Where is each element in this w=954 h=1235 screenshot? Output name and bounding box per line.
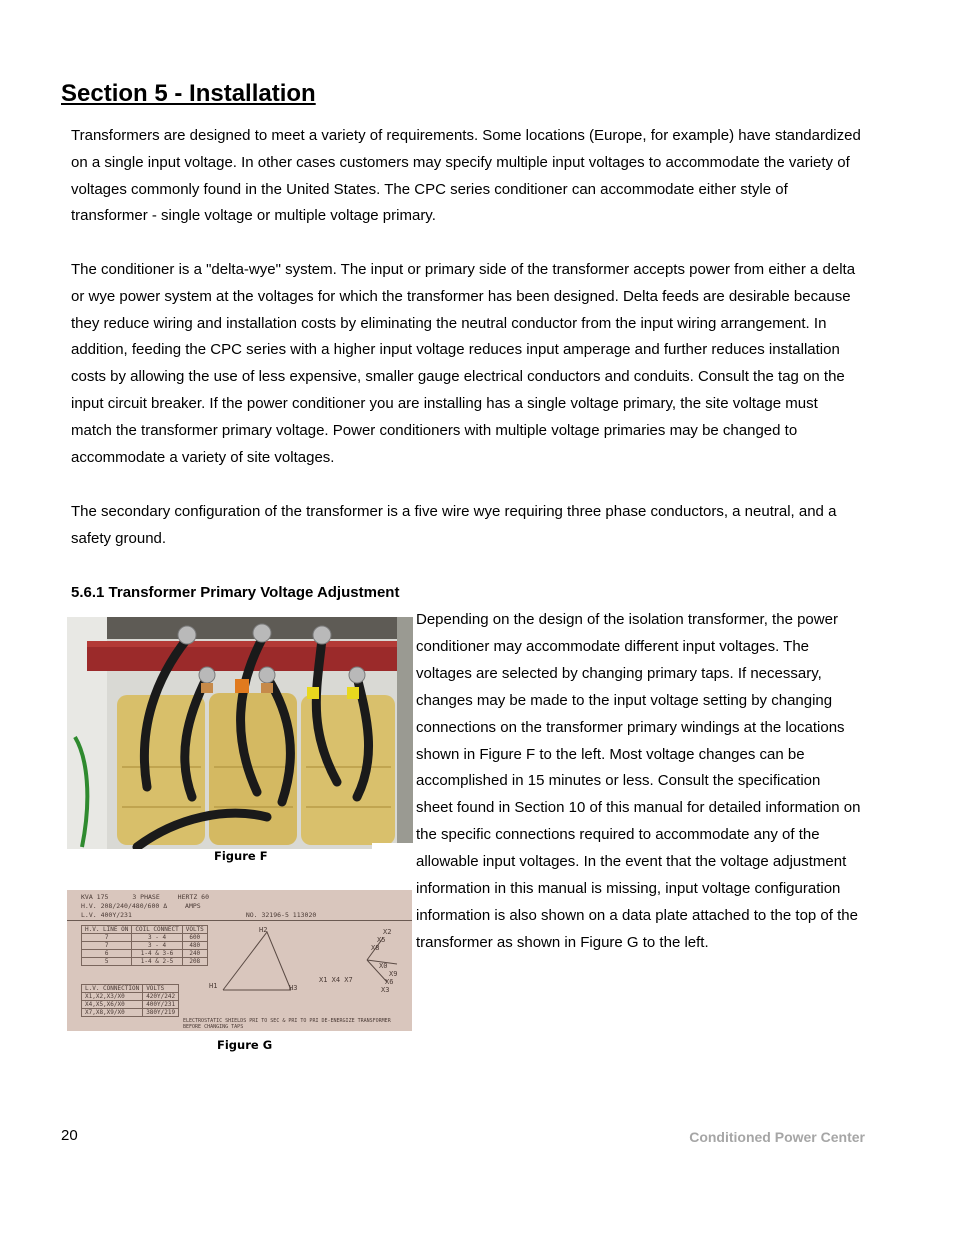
table-row: 7 3 - 4 600 xyxy=(82,934,208,942)
terminal-x9-label: X9 xyxy=(389,970,398,978)
lv-connection-table: L.V. CONNECTION VOLTS X1,X2,X3/X0 420Y/242 X4,X5,X6/X0 400Y/231 X7,X8,X9/X0 380Y/219 xyxy=(81,984,179,1017)
plate-divider xyxy=(67,920,412,921)
intro-paragraph: Transformers are designed to meet a variety of requirements. Some locations (Europe, for example) have standardized on a single input voltage. In other cases customers may specify multiple input voltages to accommodate the variety of voltages commonly found in the United States. The CPC series conditioner can accommodate either style of transformer - single voltage or multiple voltage primary. xyxy=(71,127,861,225)
figure-g-data-plate xyxy=(67,890,412,1031)
hv-tap-table: H.V. LINE ON COIL CONNECT VOLTS 7 3 - 4 600 7 3 - 4 480 6 1-4 & 3-6 240 5 1-4 & 2-5 208 xyxy=(81,925,208,966)
terminal-x3-label: X3 xyxy=(381,986,390,994)
transformer-photo-illustration xyxy=(67,617,413,849)
terminal-x2-label: X2 xyxy=(383,928,392,936)
table-row: X4,X5,X6/X0 400Y/231 xyxy=(82,1001,179,1009)
table-row: X7,X8,X9/X0 380Y/219 xyxy=(82,1009,179,1017)
plate-warning-text: ELECTROSTATIC SHIELDS PRI TO SEC & PRI TO PRI DE-ENERGIZE TRANSFORMER BEFORE CHANGING TAPS xyxy=(183,1018,391,1030)
page-number: 20 xyxy=(61,1127,78,1144)
terminal-x8-label: X8 xyxy=(371,944,380,952)
figure-g-caption: Figure G xyxy=(217,1038,273,1052)
delta-wye-paragraph: The conditioner is a "delta-wye" system. The input or primary side of the transformer accepts power from either a delta or wye power system at the voltages for which the transformer has been designed. Delta feeds are desirable because they reduce wiring and installation costs by eliminating the neutral conductor from the input wiring arrangement. In addition, feeding the CPC series with a higher input voltage reduces input amperage and further reduces installation costs by allowing the use of less expensive, smaller gauge electrical conductors and conduits. Consult the tag on the input circuit breaker. If the power conditioner you are installing has a single voltage primary, the site voltage must match the transformer primary voltage. Power conditioners with multiple voltage primaries may be changed to accommodate a variety of site voltages. xyxy=(71,261,856,466)
plate-lv-row: L.V. 400Y/231 NO. 32196-5 113020 xyxy=(81,911,317,919)
table-row: 7 3 - 4 480 xyxy=(82,942,208,950)
wiring-diagram-illustration xyxy=(207,924,407,1008)
table-row: X1,X2,X3/X0 420Y/242 xyxy=(82,993,179,1001)
table-row: 5 1-4 & 2-5 208 xyxy=(82,958,208,966)
terminal-x5-label: X5 xyxy=(377,936,386,944)
voltage-adjustment-text: Depending on the design of the isolation transformer, the power conditioner may accommodate different input voltages. The voltages are selected by changing primary taps. If necessary, changes may be made to the input voltage setting by changing connections on the transformer primary windings at the locations shown in Figure F to the left. Most voltage changes can be accomplished in 15 minutes or less. Consult the specification sheet found in Section 10 of this manual for detailed information on the specific connections required to accommodate any of the allowable input voltages. In the event that the voltage adjustment information in this manual is missing, input voltage configuration information is also shown on a data plate attached to the top of the transformer as shown in Figure G to the left. xyxy=(416,611,861,951)
terminal-x6-label: X6 xyxy=(385,978,394,986)
plate-hv-row: H.V. 208/240/480/600 Δ AMPS xyxy=(81,902,201,910)
figure-f-transformer-photo xyxy=(67,617,413,849)
terminal-h3-label: H3 xyxy=(289,984,298,992)
plate-header-row: KVA 175 3 PHASE HERTZ 60 xyxy=(81,893,209,901)
photo-mask xyxy=(372,843,413,849)
terminal-x1x4x7-label: X1 X4 X7 xyxy=(319,976,353,984)
table-row: 6 1-4 & 3-6 240 xyxy=(82,950,208,958)
terminal-h1-label: H1 xyxy=(209,982,218,990)
section-title: Section 5 - Installation xyxy=(61,80,316,107)
footer-doc-title: Conditioned Power Center xyxy=(689,1129,865,1145)
terminal-h2-label: H2 xyxy=(259,926,268,934)
secondary-config-paragraph: The secondary configuration of the transformer is a five wire wye requiring three phase conductors, a neutral, and a safety ground. xyxy=(71,503,837,547)
terminal-x0-label: X0 xyxy=(379,962,388,970)
figure-f-caption: Figure F xyxy=(214,849,268,863)
subsection-title: 5.6.1 Transformer Primary Voltage Adjustment xyxy=(71,584,400,601)
